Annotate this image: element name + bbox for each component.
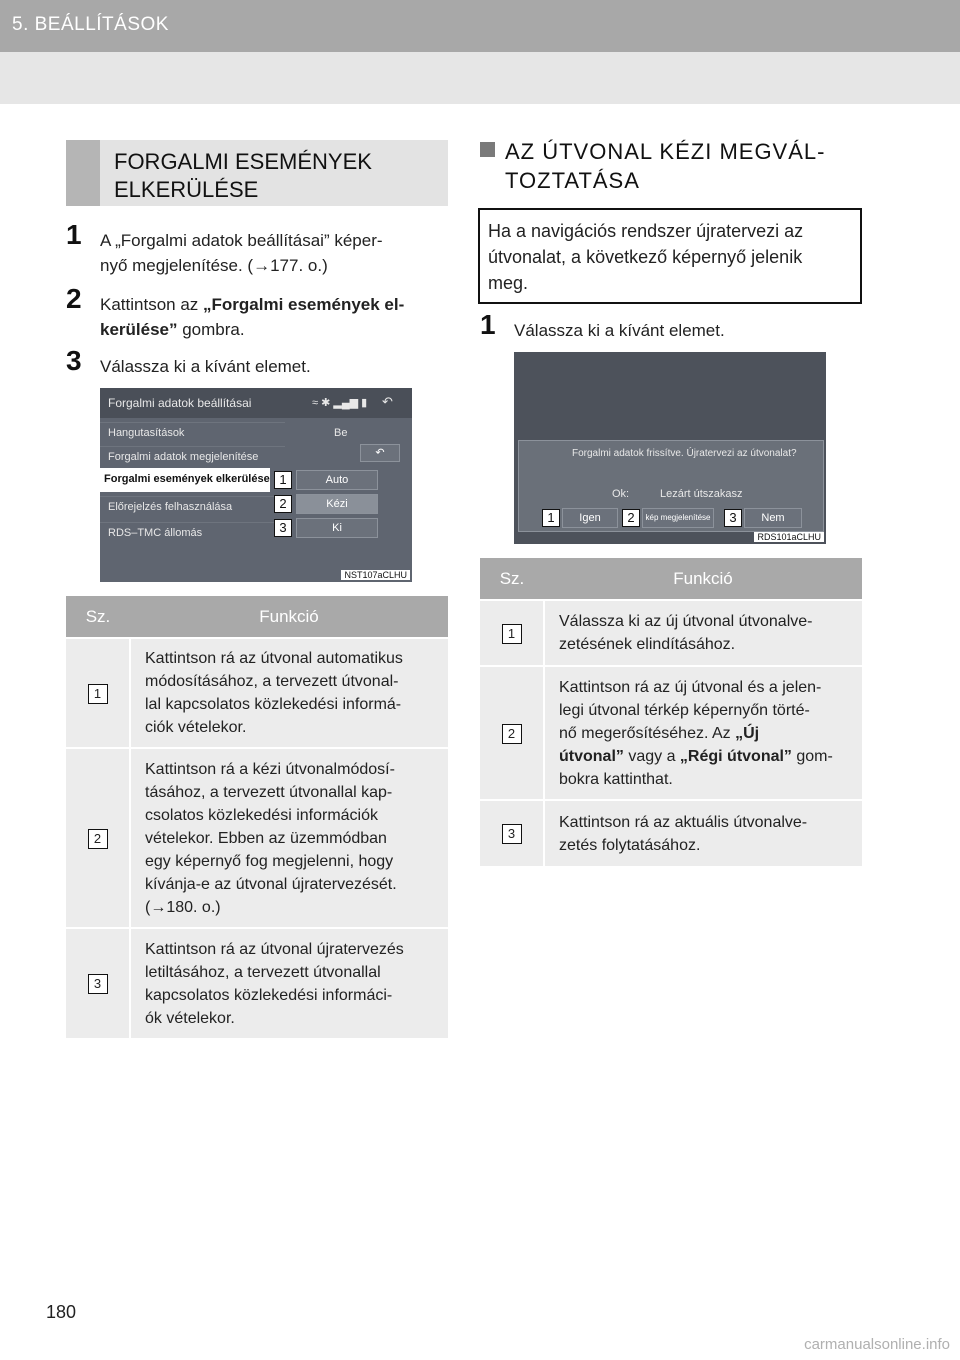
col-header-function: Funkció — [130, 596, 448, 638]
auto-button[interactable]: Auto — [296, 470, 378, 490]
yes-button[interactable]: Igen — [562, 508, 618, 528]
callout-3: 3 — [274, 519, 292, 537]
reroute-screenshot — [514, 352, 826, 544]
right-function-table — [480, 558, 862, 866]
map-display-button[interactable]: kép megjelenítése — [642, 508, 714, 528]
step-1: 1 A „Forgalmi adatok beállításai” képer- nyő megjelenítése. (→177. o.) — [66, 219, 383, 275]
callout-3: 3 — [724, 509, 742, 527]
heading-square-icon — [480, 142, 495, 157]
off-button[interactable]: Ki — [296, 518, 378, 538]
section-heading: FORGALMI ESEMÉNYEK ELKERÜLÉSE — [114, 149, 372, 202]
step-2: 2 Kattintson az „Forgalmi események el- kerülése” gombra. — [66, 283, 405, 339]
subsection-heading: AZ ÚTVONAL KÉZI MEGVÁL- TOZTATÁSA — [480, 137, 864, 195]
section-heading-box — [66, 140, 448, 206]
callout-1: 1 — [542, 509, 560, 527]
table-row: 3 Kattintson rá az aktuális útvonalve- zetés folytatásához. — [480, 800, 862, 866]
callout-2: 2 — [622, 509, 640, 527]
screen-title: Forgalmi adatok beállításai — [108, 396, 252, 410]
callout-2: 2 — [274, 495, 292, 513]
step-3: 3 Válassza ki a kívánt elemet. — [66, 345, 311, 376]
table-row: 3 Kattintson rá az útvonal újratervezés letiltásához, a tervezett útvonallal kapcsolatos közlekedési informáci- ók vételekor. — [66, 928, 448, 1038]
table-row: 1 Kattintson rá az útvonal automatikus módosításához, a tervezett útvonal- lal kapcsolatos közlekedési informá- ciók vételekor. — [66, 638, 448, 748]
section-title: 5. BEÁLLÍTÁSOK — [12, 14, 169, 35]
table-row: 2 Kattintson rá az új útvonal és a jelen- legi útvonal térkép képernyőn törté- nő megerősítéséhez. Az „Új útvonal” vagy a „Régi útvonal” gom- bokra kattinthat. — [480, 666, 862, 800]
back-icon: ↶ — [382, 394, 393, 409]
dialog-ok-value: Lezárt útszakasz — [660, 488, 743, 500]
header-bar — [0, 0, 960, 52]
right-step-1: 1 Válassza ki a kívánt elemet. — [480, 309, 725, 340]
table-row: 1 Válassza ki az új útvonal útvonalve- zetésének elindításához. — [480, 600, 862, 666]
table-row: 2 Kattintson rá a kézi útvonalmódosí- tásához, a tervezett útvonallal kap- csolatos közlekedési információk vételekor. Ebben az üzemmódban egy képernyő fog megjelenni, hogy kívánja-e az útvonal újratervezését. (→180. o.) — [66, 748, 448, 928]
manual-button[interactable]: Kézi — [296, 494, 378, 514]
info-note: Ha a navigációs rendszer újratervezi az útvonalat, a következő képernyő jelenik meg. — [478, 208, 862, 304]
image-code: NST107aCLHU — [341, 570, 410, 580]
no-button[interactable]: Nem — [744, 508, 802, 528]
heading-stripe — [66, 140, 100, 206]
image-code: RDS101aCLHU — [754, 532, 824, 542]
dialog-ok-label: Ok: — [612, 488, 630, 500]
settings-screenshot: Forgalmi adatok beállításai ≈ ✱ ▂▄▆ ▮ ↶ Hangutasítások Be Forgalmi adatok megjelenítése Forgalmi események elkerülése Előrejelzés felhasználása RDS–TMC állomás ↶ Auto Kézi Ki 1 2 3 NST107aCLHU — [100, 388, 412, 582]
return-button[interactable]: ↶ — [360, 444, 400, 462]
page-number: 180 — [46, 1302, 77, 1322]
col-header-number: Sz. — [66, 596, 130, 638]
status-icons: ≈ ✱ ▂▄▆ ▮ — [312, 397, 368, 409]
left-function-table — [66, 596, 448, 1038]
callout-1: 1 — [274, 471, 292, 489]
col-header-function: Funkció — [544, 558, 862, 600]
header-band — [0, 52, 960, 104]
watermark: carmanualsonline.info — [804, 1336, 950, 1353]
dialog-question: Forgalmi adatok frissítve. Újratervezi az útvonalat? — [572, 448, 797, 459]
col-header-number: Sz. — [480, 558, 544, 600]
